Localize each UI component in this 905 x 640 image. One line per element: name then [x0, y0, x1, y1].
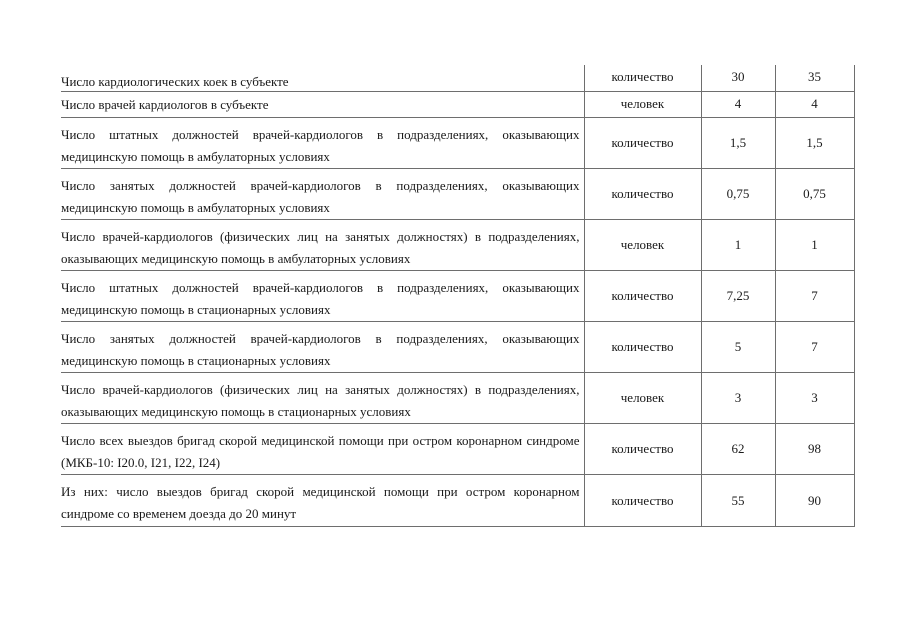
- indicator-cell: Число врачей кардиологов в субъекте: [61, 92, 584, 118]
- unit-cell: количество: [584, 475, 701, 527]
- value-cell-2: 90: [775, 475, 854, 527]
- value-cell-2: 7: [775, 271, 854, 322]
- table-row: [61, 169, 854, 220]
- value-cell-2: 7: [775, 322, 854, 373]
- table-row: [61, 475, 854, 527]
- unit-cell: количество: [584, 322, 701, 373]
- table-row: [61, 118, 854, 169]
- value-cell-1: 3: [701, 373, 775, 424]
- indicator-cell: Число кардиологических коек в субъекте: [61, 65, 584, 92]
- table-row: [61, 92, 854, 118]
- value-cell-1: 1,5: [701, 118, 775, 169]
- value-cell-2: 4: [775, 92, 854, 118]
- value-cell-1: 1: [701, 220, 775, 271]
- unit-cell: количество: [584, 65, 701, 92]
- unit-cell: количество: [584, 424, 701, 475]
- indicator-cell: Число врачей-кардиологов (физических лиц на занятых должностях) в подразделениях, оказывающих медицинскую помощь в стационарных условиях: [61, 373, 584, 424]
- indicator-cell: Число врачей-кардиологов (физических лиц на занятых должностях) в подразделениях, оказывающих медицинскую помощь в амбулаторных условиях: [61, 220, 584, 271]
- value-cell-1: 4: [701, 92, 775, 118]
- value-cell-1: 0,75: [701, 169, 775, 220]
- unit-cell: человек: [584, 220, 701, 271]
- unit-cell: человек: [584, 92, 701, 118]
- unit-cell: количество: [584, 118, 701, 169]
- value-cell-2: 1,5: [775, 118, 854, 169]
- value-cell-1: 30: [701, 65, 775, 92]
- indicator-cell: Число занятых должностей врачей-кардиологов в подразделениях, оказывающих медицинскую помощь в стационарных условиях: [61, 322, 584, 373]
- table-row: [61, 271, 854, 322]
- value-cell-2: 3: [775, 373, 854, 424]
- value-cell-2: 98: [775, 424, 854, 475]
- unit-cell: количество: [584, 271, 701, 322]
- table-row: [61, 220, 854, 271]
- indicator-cell: Число штатных должностей врачей-кардиологов в подразделениях, оказывающих медицинскую помощь в амбулаторных условиях: [61, 118, 584, 169]
- unit-cell: человек: [584, 373, 701, 424]
- value-cell-1: 55: [701, 475, 775, 527]
- indicator-cell: Из них: число выездов бригад скорой медицинской помощи при остром коронарном синдроме со временем доезда до 20 минут: [61, 475, 584, 527]
- value-cell-2: 0,75: [775, 169, 854, 220]
- table-row: [61, 322, 854, 373]
- table-row: [61, 424, 854, 475]
- cardiology-indicators-table: [61, 65, 855, 527]
- value-cell-1: 5: [701, 322, 775, 373]
- value-cell-1: 62: [701, 424, 775, 475]
- unit-cell: количество: [584, 169, 701, 220]
- indicator-cell: Число всех выездов бригад скорой медицинской помощи при остром коронарном синдроме (МКБ-10: I20.0, I21, I22, I24): [61, 424, 584, 475]
- indicator-cell: Число занятых должностей врачей-кардиологов в подразделениях, оказывающих медицинскую помощь в амбулаторных условиях: [61, 169, 584, 220]
- value-cell-2: 35: [775, 65, 854, 92]
- table-row: [61, 65, 854, 92]
- value-cell-2: 1: [775, 220, 854, 271]
- table-row: [61, 373, 854, 424]
- value-cell-1: 7,25: [701, 271, 775, 322]
- indicator-cell: Число штатных должностей врачей-кардиологов в подразделениях, оказывающих медицинскую помощь в стационарных условиях: [61, 271, 584, 322]
